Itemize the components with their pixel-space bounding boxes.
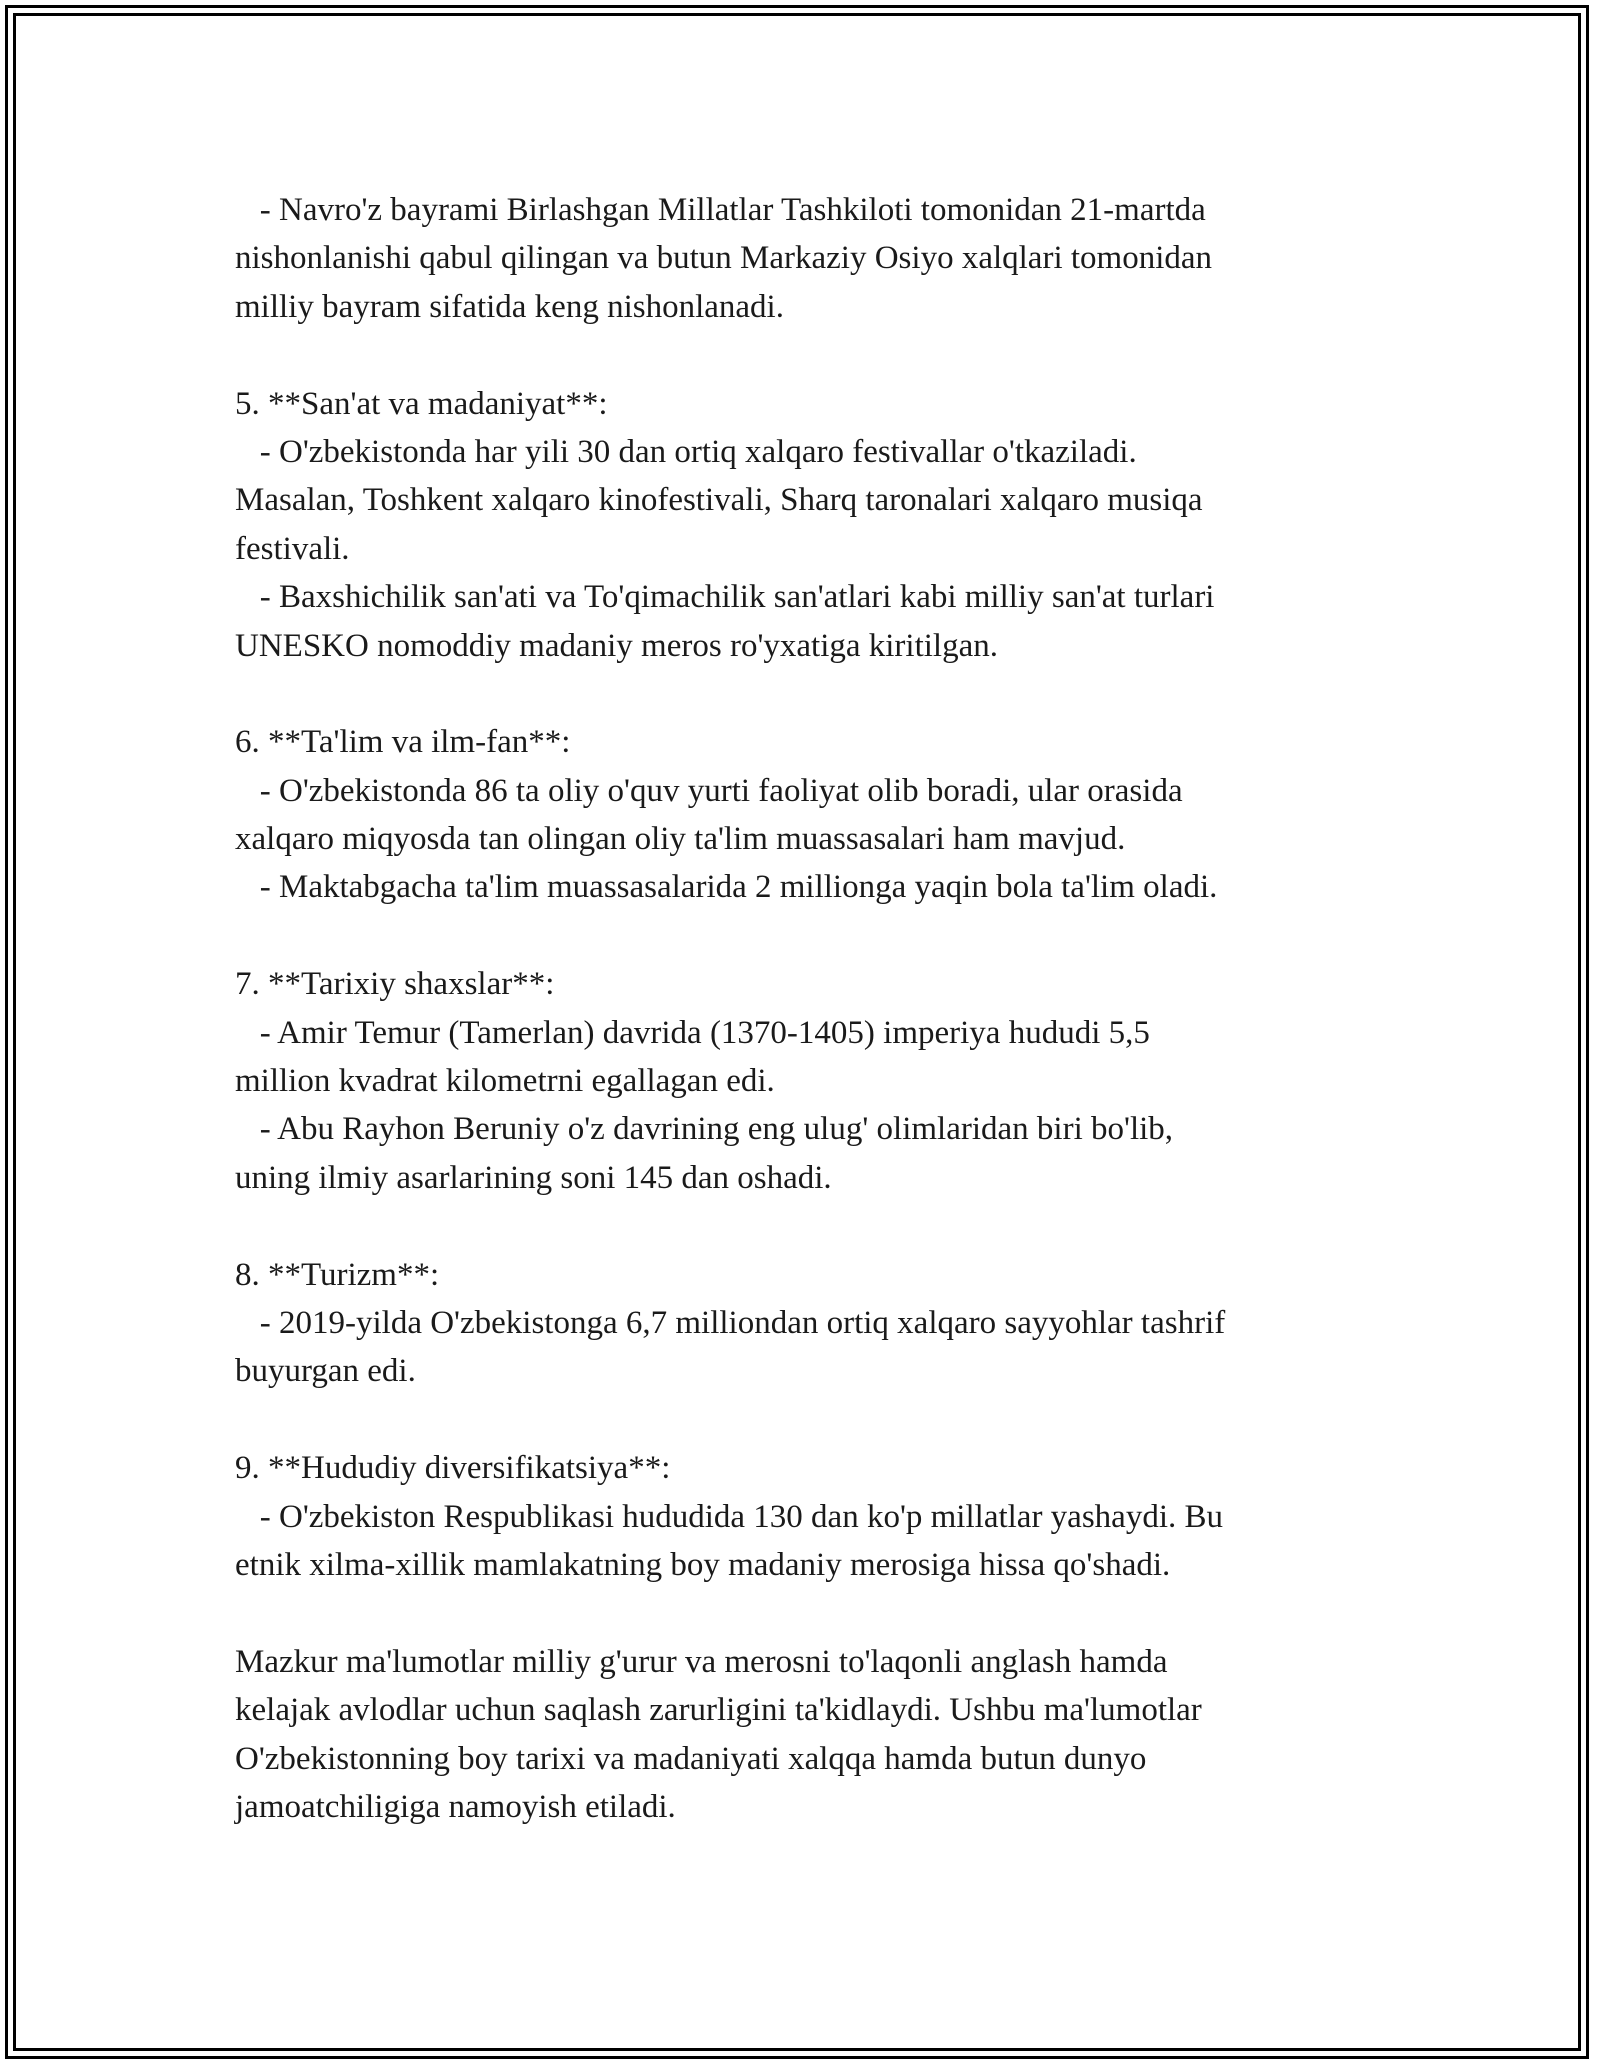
text-line: uning ilmiy asarlarining soni 145 dan oshadi. [235, 1159, 832, 1196]
conclusion-paragraph [235, 1638, 1355, 1832]
text-line: million kvadrat kilometrni egallagan edi. [235, 1063, 775, 1100]
text-line: milliy bayram sifatida keng nishonlanadi. [235, 288, 784, 325]
paragraph-spacer [235, 912, 1355, 960]
section-heading: 6. **Ta'lim va ilm-fan**: [235, 724, 571, 761]
text-line: xalqaro miqyosda tan olingan oliy ta'lim muassasalari ham mavjud. [235, 821, 1126, 858]
text-line: - Abu Rayhon Beruniy o'z davrining eng ulug' olimlaridan biri bo'lib, [235, 1111, 1174, 1148]
paragraph-spacer [235, 1589, 1355, 1637]
text-line: - 2019-yilda O'zbekistonga 6,7 milliondan ortiq xalqaro sayyohlar tashrif [235, 1304, 1226, 1341]
section-turizm [235, 1251, 1355, 1396]
paragraph-spacer [235, 670, 1355, 718]
section-heading: 8. **Turizm**: [235, 1256, 440, 1293]
text-line: etnik xilma-xillik mamlakatning boy madaniy merosiga hissa qo'shadi. [235, 1546, 1171, 1583]
text-line: - O'zbekistonda har yili 30 dan ortiq xalqaro festivallar o'tkaziladi. [235, 433, 1137, 470]
text-line: - O'zbekistonda 86 ta oliy o'quv yurti faoliyat olib boradi, ular orasida [235, 772, 1183, 809]
text-line: UNESKO nomoddiy madaniy meros ro'yxatiga kiritilgan. [235, 627, 998, 664]
text-line: - Navro'z bayrami Birlashgan Millatlar Tashkiloti tomonidan 21-martda [235, 192, 1206, 228]
section-heading: 5. **San'at va madaniyat**: [235, 385, 608, 422]
paragraph-spacer [235, 1202, 1355, 1250]
section-heading: 7. **Tarixiy shaxslar**: [235, 966, 555, 1003]
section-heading: 9. **Hududiy diversifikatsiya**: [235, 1450, 671, 1487]
section-talim-va-ilm-fan [235, 718, 1355, 912]
text-line: buyurgan edi. [235, 1353, 416, 1390]
text-line: Masalan, Toshkent xalqaro kinofestivali, Sharq taronalari xalqaro musiqa [235, 482, 1203, 519]
text-line: festivali. [235, 530, 350, 567]
paragraph-navroz [235, 186, 1355, 331]
text-line: nishonlanishi qabul qilingan va butun Markaziy Osiyo xalqlari tomonidan [235, 240, 1213, 277]
section-tarixiy-shaxslar [235, 960, 1355, 1202]
text-line: kelajak avlodlar uchun saqlash zarurligini ta'kidlaydi. Ushbu ma'lumotlar [235, 1692, 1202, 1729]
paragraph-spacer [235, 1396, 1355, 1444]
text-line: O'zbekistonning boy tarixi va madaniyati xalqqa hamda butun dunyo [235, 1740, 1147, 1777]
section-sanat-va-madaniyat [235, 380, 1355, 670]
text-line: - O'zbekiston Respublikasi hududida 130 dan ko'p millatlar yashaydi. Bu [235, 1498, 1224, 1535]
text-line: Mazkur ma'lumotlar milliy g'urur va merosni to'laqonli anglash hamda [235, 1643, 1168, 1680]
paragraph-spacer [235, 331, 1355, 379]
text-line: - Maktabgacha ta'lim muassasalarida 2 millionga yaqin bola ta'lim oladi. [235, 869, 1218, 906]
text-line: - Amir Temur (Tamerlan) davrida (1370-1405) imperiya hududi 5,5 [235, 1014, 1150, 1051]
text-line: jamoatchiligiga namoyish etiladi. [235, 1788, 676, 1825]
section-hududiy-diversifikatsiya [235, 1444, 1355, 1589]
document-body [235, 186, 1355, 1831]
text-line: - Baxshichilik san'ati va To'qimachilik san'atlari kabi milliy san'at turlari [235, 579, 1215, 616]
